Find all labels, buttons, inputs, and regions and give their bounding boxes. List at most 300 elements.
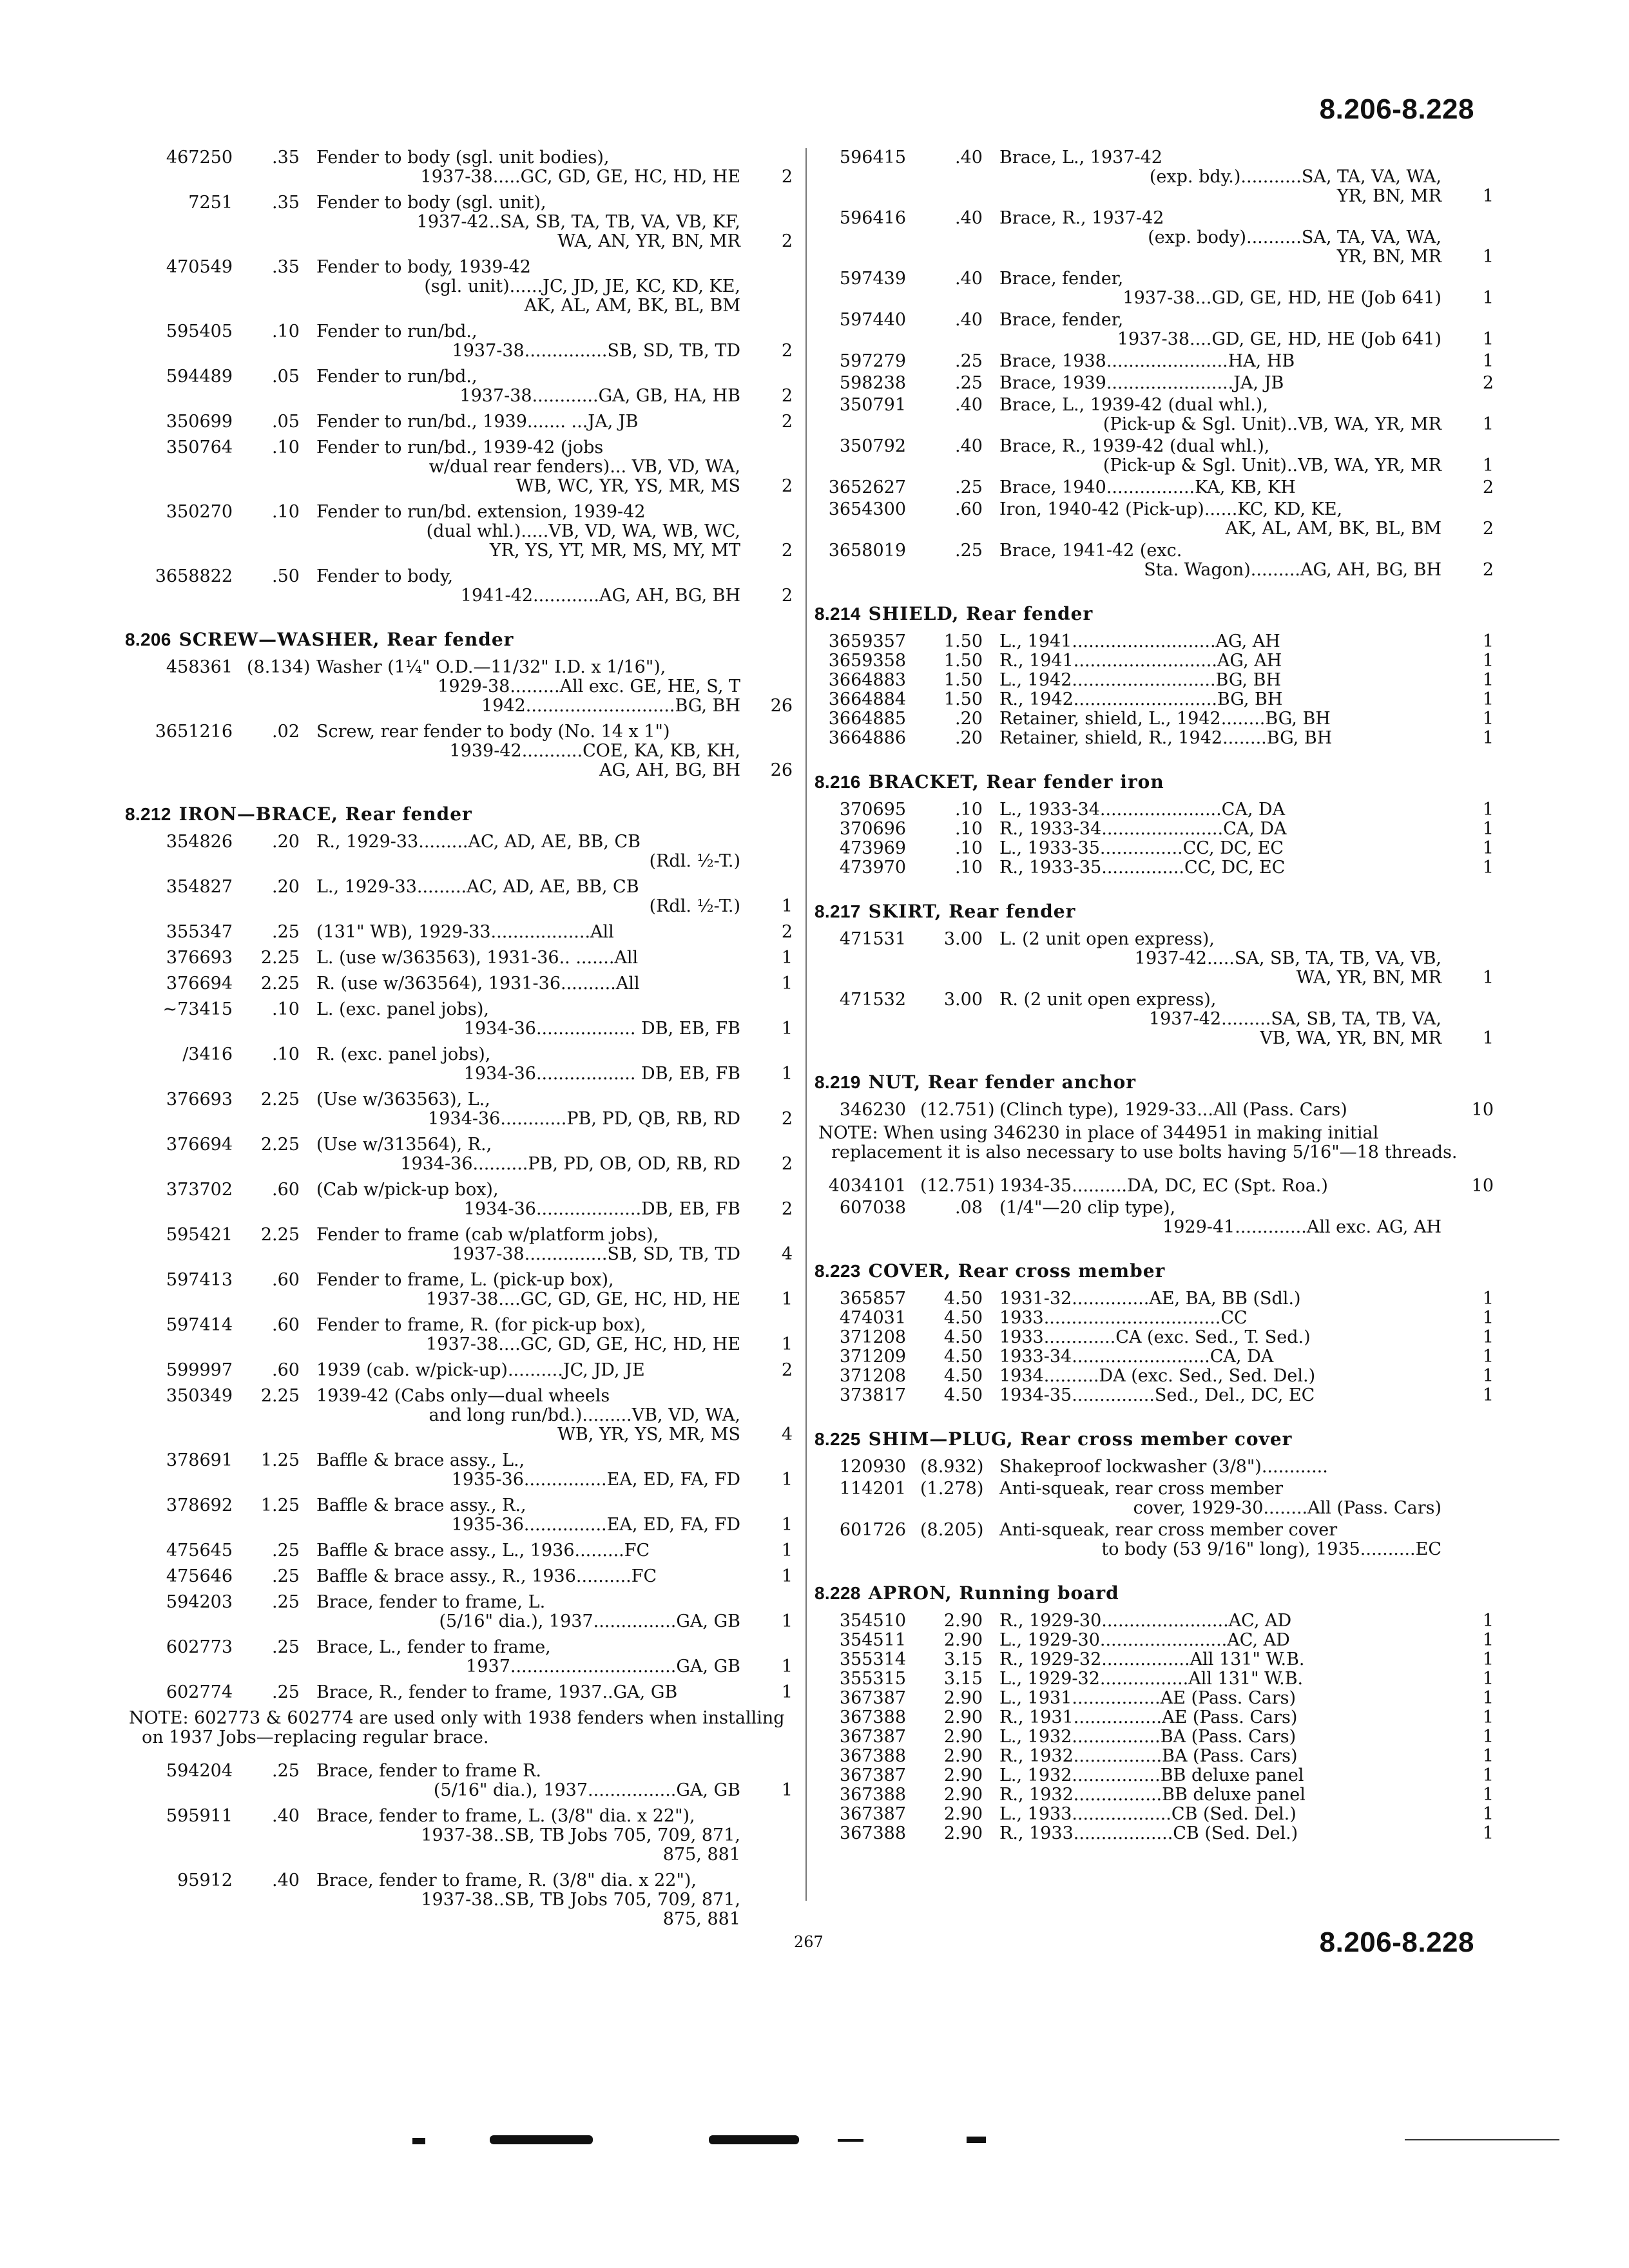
quantity: 1 <box>1482 1785 1494 1805</box>
parts-entry <box>129 438 793 496</box>
quantity: 1 <box>781 1289 793 1309</box>
price: .10 <box>272 322 300 341</box>
quantity: 1 <box>781 1541 793 1561</box>
section-title-8228: 8.228 APRON, Running board <box>815 1582 1119 1604</box>
price: .10 <box>272 502 300 522</box>
description-line: R., 1931................AE (Pass. Cars) <box>999 1707 1298 1727</box>
description <box>999 990 1453 1048</box>
price: 1.50 <box>943 651 983 671</box>
part-number: 4034101 <box>828 1176 906 1196</box>
description-line: Brace, fender to frame, R. (3/8" dia. x 22"), <box>316 1870 697 1890</box>
quantity: 2 <box>781 541 793 561</box>
price: .40 <box>955 208 983 228</box>
quantity: 1 <box>1482 1804 1494 1824</box>
price: 4.50 <box>943 1366 983 1386</box>
description-line: Sta. Wagon).........AG, AH, BG, BH <box>1144 560 1441 580</box>
price: .60 <box>272 1270 300 1290</box>
price: .25 <box>955 373 983 393</box>
part-number: 594204 <box>166 1761 233 1781</box>
description <box>999 1347 1453 1367</box>
description-line: Washer (1¼" O.D.—11/32" I.D. x 1/16"), <box>316 657 666 677</box>
description <box>999 437 1453 476</box>
price: 2.90 <box>943 1707 983 1727</box>
description-line: (Pick-up & Sgl. Unit)..VB, WA, YR, MR <box>1103 456 1441 476</box>
part-number: 595911 <box>166 1806 233 1826</box>
parts-entry <box>129 1496 793 1535</box>
part-number: 367387 <box>839 1727 906 1747</box>
description <box>999 709 1453 729</box>
description-line: 1934-35...............Sed., Del., DC, EC <box>999 1385 1315 1405</box>
description-line: 1933-34.........................CA, DA <box>999 1347 1274 1367</box>
description <box>999 1479 1453 1518</box>
description-line: 1937..............................GA, GB <box>466 1657 740 1677</box>
description-line: VB, WA, YR, BN, MR <box>1260 1028 1441 1048</box>
description-line: L. (2 unit open express), <box>999 929 1215 949</box>
parts-entry <box>129 1638 793 1677</box>
description <box>316 1807 752 1865</box>
quantity: 10 <box>1471 1100 1494 1120</box>
description <box>999 1824 1453 1843</box>
description-line: 1939-42...........COE, KA, KB, KH, <box>449 741 740 761</box>
part-number: 354511 <box>839 1630 906 1650</box>
price: .10 <box>955 819 983 839</box>
description-line: R., 1929-32................All 131" W.B. <box>999 1649 1305 1669</box>
description <box>999 1805 1453 1824</box>
parts-entry <box>129 1683 793 1702</box>
description <box>316 832 752 871</box>
description <box>316 1593 752 1631</box>
price: 4.50 <box>943 1385 983 1405</box>
description-line: (dual whl.).....VB, VD, WA, WB, WC, <box>426 521 740 541</box>
description <box>999 1689 1453 1708</box>
description-line: Fender to body (sgl. unit bodies), <box>316 148 610 168</box>
parts-entry <box>818 1747 1494 1766</box>
description <box>316 1180 752 1219</box>
description-line: L., 1929-30.......................AC, AD <box>999 1630 1290 1650</box>
quantity: 1 <box>1482 1669 1494 1689</box>
quantity: 2 <box>781 167 793 187</box>
description <box>999 1708 1453 1727</box>
part-number: 596415 <box>839 148 906 168</box>
part-number: /3416 <box>182 1044 233 1064</box>
price: 3.00 <box>943 929 983 949</box>
quantity: 2 <box>781 586 793 606</box>
part-number: 376693 <box>166 948 233 968</box>
parts-entry <box>129 503 793 561</box>
part-number: 378692 <box>166 1495 233 1515</box>
part-number: 3654300 <box>828 499 906 519</box>
quantity: 1 <box>1482 1327 1494 1347</box>
parts-entry <box>818 1198 1494 1237</box>
price: .50 <box>272 566 300 586</box>
description-line: WB, YR, YS, MR, MS <box>557 1425 740 1445</box>
parts-entry <box>818 729 1494 748</box>
description-line: L., 1932................BA (Pass. Cars) <box>999 1727 1296 1747</box>
part-number: 3664883 <box>828 670 906 690</box>
parts-entry <box>818 1309 1494 1328</box>
description <box>316 923 752 942</box>
description <box>316 1135 752 1174</box>
parts-entry <box>129 1000 793 1039</box>
quantity: 1 <box>781 1334 793 1354</box>
price: .10 <box>955 800 983 820</box>
price: .20 <box>955 709 983 729</box>
description-line: (Cab w/pick-up box), <box>316 1180 499 1200</box>
description-line: Brace, fender, <box>999 269 1124 289</box>
description <box>316 1361 752 1380</box>
description-line: WA, YR, BN, MR <box>1296 968 1441 988</box>
part-number: 371208 <box>839 1366 906 1386</box>
parts-entry <box>818 1100 1494 1120</box>
parts-entry <box>129 1361 793 1380</box>
price: .05 <box>272 412 300 432</box>
part-number: 471531 <box>839 929 906 949</box>
description-line: 1933.............CA (exc. Sed., T. Sed.) <box>999 1327 1311 1347</box>
part-number: 371208 <box>839 1327 906 1347</box>
quantity: 1 <box>1482 1823 1494 1843</box>
quantity: 1 <box>781 1780 793 1800</box>
quantity: 26 <box>770 696 793 716</box>
price: 4.50 <box>943 1289 983 1309</box>
description <box>999 1100 1453 1120</box>
description <box>316 412 752 432</box>
note-602773: NOTE: 602773 & 602774 are used only with 1938 fenders when installing on 1937 Jobs—replacing regular brace. <box>129 1708 785 1747</box>
description-line: 1937-42.....SA, SB, TA, TB, VA, VB, <box>1134 948 1441 968</box>
description <box>999 1289 1453 1309</box>
price: .35 <box>272 257 300 277</box>
price: .60 <box>272 1360 300 1380</box>
quantity: 1 <box>781 1566 793 1586</box>
quantity: 1 <box>1482 1630 1494 1650</box>
quantity: 1 <box>781 1682 793 1702</box>
description-line: 1934-36...................DB, EB, FB <box>463 1199 740 1219</box>
parts-entry <box>818 541 1494 580</box>
description-line: (Rdl. ½-T.) <box>649 896 740 916</box>
description-line: L. (use w/363563), 1931-36.. .......All <box>316 948 639 968</box>
price: 3.15 <box>943 1649 983 1669</box>
part-number: 376694 <box>166 1135 233 1155</box>
parts-entry <box>129 258 793 316</box>
part-number: 3664886 <box>828 728 906 748</box>
description <box>316 1567 752 1586</box>
page-number: 267 <box>794 1933 824 1951</box>
section-title-8217: 8.217 SKIRT, Rear fender <box>815 901 1076 922</box>
part-number: 120930 <box>839 1457 906 1477</box>
description-line: 1939-42 (Cabs only—dual wheels <box>316 1386 610 1406</box>
part-number: 114201 <box>839 1479 906 1499</box>
part-number: 365857 <box>839 1289 906 1309</box>
quantity: 1 <box>1482 1688 1494 1708</box>
price: 2.90 <box>943 1611 983 1631</box>
part-number: 355315 <box>839 1669 906 1689</box>
description-line: R., 1942..........................BG, BH <box>999 689 1283 709</box>
description-line: R., 1933-35...............CC, DC, EC <box>999 858 1286 878</box>
parts-entry <box>818 1457 1494 1477</box>
section-title-8216: 8.216 BRACKET, Rear fender iron <box>815 771 1164 793</box>
price: .25 <box>272 1566 300 1586</box>
quantity: 1 <box>781 948 793 968</box>
parts-entry <box>818 437 1494 476</box>
parts-entry <box>818 1708 1494 1727</box>
parts-entry <box>129 923 793 942</box>
description-line: Baffle & brace assy., L., 1936.........FC <box>316 1541 650 1561</box>
description <box>999 1727 1453 1747</box>
price: 4.50 <box>943 1347 983 1367</box>
description-line: 1933................................CC <box>999 1308 1248 1328</box>
price: .25 <box>272 1592 300 1612</box>
description <box>999 839 1453 858</box>
description <box>999 1611 1453 1631</box>
description-line: (Clinch type), 1929-33...All (Pass. Cars) <box>999 1100 1347 1120</box>
description <box>999 1766 1453 1785</box>
description-line: (Use w/363563), L., <box>316 1090 490 1110</box>
price: .40 <box>272 1806 300 1826</box>
parts-entry <box>818 1386 1494 1405</box>
parts-entry <box>129 1135 793 1174</box>
description <box>999 396 1453 434</box>
quantity: 2 <box>781 341 793 361</box>
part-number: 473970 <box>839 858 906 878</box>
parts-entry <box>818 209 1494 267</box>
part-number: 599997 <box>166 1360 233 1380</box>
part-number: 597414 <box>166 1315 233 1335</box>
description <box>316 948 752 968</box>
description <box>999 729 1453 748</box>
description-line: R. (2 unit open express), <box>999 990 1217 1010</box>
description <box>999 632 1453 651</box>
parts-entry <box>129 1180 793 1219</box>
parts-entry <box>818 1785 1494 1805</box>
description-line: Fender to frame, R. (for pick-up box), <box>316 1315 646 1335</box>
description-line: R., 1929-33.........AC, AD, AE, BB, CB <box>316 832 641 852</box>
right-column <box>815 148 1494 1843</box>
section-title-8212: 8.212 IRON—BRACE, Rear fender <box>125 803 472 825</box>
description-line: YR, BN, MR <box>1336 186 1441 206</box>
quantity: 1 <box>1482 456 1494 476</box>
description-line: WA, AN, YR, BN, MR <box>557 231 740 251</box>
part-number: 474031 <box>839 1308 906 1328</box>
description-line: (5/16" dia.), 1937...............GA, GB <box>439 1611 740 1631</box>
quantity: 1 <box>1482 728 1494 748</box>
price: .20 <box>955 728 983 748</box>
description-line: 1937-38...GD, GE, HD, HE (Job 641) <box>1123 288 1441 308</box>
price: 2.90 <box>943 1785 983 1805</box>
price: .10 <box>955 858 983 878</box>
left-pre-list <box>129 148 793 606</box>
price: (1.278) <box>920 1479 984 1499</box>
quantity: 1 <box>1482 329 1494 349</box>
quantity: 2 <box>781 922 793 942</box>
price: .40 <box>955 310 983 330</box>
quantity: 1 <box>781 1657 793 1677</box>
part-number: 373702 <box>166 1180 233 1200</box>
price: (12.751) <box>920 1100 995 1120</box>
price: (8.205) <box>920 1520 984 1540</box>
description-line: Fender to frame, L. (pick-up box), <box>316 1270 614 1290</box>
quantity: 1 <box>1482 247 1494 267</box>
part-number: ~73415 <box>162 999 233 1019</box>
quantity: 2 <box>781 1360 793 1380</box>
description-line: Brace, L., 1939-42 (dual whl.), <box>999 395 1268 415</box>
quantity: 1 <box>781 896 793 916</box>
part-number: 596416 <box>839 208 906 228</box>
description-line: 1937-42..SA, SB, TA, TB, VA, VB, KF, <box>416 212 740 232</box>
description-line: Brace, fender to frame, L. <box>316 1592 546 1612</box>
description-line: L., 1932................BB deluxe panel <box>999 1765 1304 1785</box>
price: 2.90 <box>943 1688 983 1708</box>
parts-entry <box>129 1871 793 1929</box>
part-number: 355347 <box>166 922 233 942</box>
note-346230: NOTE: When using 346230 in place of 344951 in making initial replacement it is also necessary to use bolts having 5/16"—18 threads. <box>818 1123 1458 1162</box>
description-line: 1934..........DA (exc. Sed., Sed. Del.) <box>999 1366 1316 1386</box>
part-number: 601726 <box>839 1520 906 1540</box>
description <box>999 1785 1453 1805</box>
parts-entry <box>818 1521 1494 1559</box>
description-line: (131" WB), 1929-33..................All <box>316 922 614 942</box>
price: 1.50 <box>943 689 983 709</box>
description <box>999 800 1453 820</box>
description-line: (Pick-up & Sgl. Unit)..VB, WA, YR, MR <box>1103 414 1441 434</box>
parts-entry <box>818 858 1494 878</box>
price: .10 <box>955 838 983 858</box>
price: 4.50 <box>943 1308 983 1328</box>
description-line: 1929-38.........All exc. GE, HE, S, T <box>438 677 740 697</box>
description-line: 1937-42.........SA, SB, TA, TB, VA, <box>1148 1009 1441 1029</box>
quantity: 1 <box>781 1470 793 1490</box>
part-number: 350792 <box>839 436 906 456</box>
price: 2.90 <box>943 1804 983 1824</box>
parts-entry <box>818 930 1494 988</box>
description <box>316 1871 752 1929</box>
parts-entry <box>129 1271 793 1309</box>
description <box>316 367 752 406</box>
description <box>999 820 1453 839</box>
description-line: Brace, R., fender to frame, 1937..GA, GB <box>316 1682 678 1702</box>
parts-entry <box>129 567 793 606</box>
part-number: 350699 <box>166 412 233 432</box>
part-number: 367388 <box>839 1707 906 1727</box>
parts-entry <box>818 148 1494 206</box>
description-line: Iron, 1940-42 (Pick-up)......KC, KD, KE, <box>999 499 1343 519</box>
quantity: 4 <box>781 1244 793 1264</box>
part-number: 371209 <box>839 1347 906 1367</box>
column-divider <box>805 148 807 1901</box>
quantity: 1 <box>1482 1707 1494 1727</box>
description <box>999 1309 1453 1328</box>
description-line: (5/16" dia.), 1937................GA, GB <box>433 1780 740 1800</box>
description-line: Fender to run/bd., <box>316 322 477 341</box>
quantity: 26 <box>770 760 793 780</box>
description-line: Brace, 1938......................HA, HB <box>999 351 1295 371</box>
description-line: (exp. bdy.)...........SA, TA, VA, WA, <box>1149 167 1441 187</box>
description <box>316 722 752 780</box>
quantity: 1 <box>1482 1746 1494 1766</box>
description-line: 1937-38....GD, GE, HD, HE (Job 641) <box>1117 329 1441 349</box>
parts-entry <box>818 478 1494 497</box>
parts-entry <box>129 722 793 780</box>
price: .25 <box>272 1682 300 1702</box>
parts-entry <box>129 974 793 994</box>
description-line: (sgl. unit)......JC, JD, JE, KC, KD, KE, <box>424 276 740 296</box>
description <box>999 311 1453 349</box>
parts-entry <box>129 1451 793 1490</box>
quantity: 1 <box>1482 968 1494 988</box>
part-number: 602774 <box>166 1682 233 1702</box>
description <box>316 1045 752 1084</box>
price: .10 <box>272 999 300 1019</box>
description <box>316 1387 752 1445</box>
description-line: Baffle & brace assy., R., 1936..........FC <box>316 1566 657 1586</box>
description-line: (Rdl. ½-T.) <box>649 851 740 871</box>
description-line: Fender to frame (cab w/platform jobs), <box>316 1225 659 1245</box>
description-line: Brace, L., fender to frame, <box>316 1637 551 1657</box>
part-number: 367388 <box>839 1746 906 1766</box>
description-line: (exp. body)..........SA, TA, VA, WA, <box>1148 227 1441 247</box>
part-number: 354827 <box>166 877 233 897</box>
parts-entry <box>129 322 793 361</box>
price: 2.25 <box>260 974 300 994</box>
parts-entry <box>818 1611 1494 1631</box>
quantity: 1 <box>1482 414 1494 434</box>
price: 3.15 <box>943 1669 983 1689</box>
description-line: Fender to run/bd., 1939....... ...JA, JB <box>316 412 639 432</box>
parts-entry <box>818 1367 1494 1386</box>
parts-entry <box>818 651 1494 671</box>
description <box>316 193 752 251</box>
quantity: 1 <box>1482 1727 1494 1747</box>
parts-entry <box>818 690 1494 709</box>
price: .60 <box>955 499 983 519</box>
description <box>999 1747 1453 1766</box>
section-8216-list <box>818 800 1494 878</box>
price: 2.90 <box>943 1746 983 1766</box>
description-line: Screw, rear fender to body (No. 14 x 1") <box>316 722 670 742</box>
description <box>999 500 1453 539</box>
quantity: 2 <box>1482 519 1494 539</box>
description-line: L., 1929-33.........AC, AD, AE, BB, CB <box>316 877 639 897</box>
description-line: cover, 1929-30........All (Pass. Cars) <box>1133 1498 1441 1518</box>
quantity: 2 <box>781 1154 793 1174</box>
quantity: 1 <box>781 1019 793 1039</box>
parts-entry <box>818 839 1494 858</box>
parts-entry <box>818 671 1494 690</box>
part-number: 598238 <box>839 373 906 393</box>
description <box>999 478 1453 497</box>
section-8225-list <box>818 1457 1494 1559</box>
parts-entry <box>818 374 1494 393</box>
part-number: 7251 <box>188 193 233 213</box>
description <box>999 1457 1453 1477</box>
description-line: 1937-38............GA, GB, HA, HB <box>459 386 740 406</box>
quantity: 1 <box>1482 1308 1494 1328</box>
description <box>316 1000 752 1039</box>
part-number: 355314 <box>839 1649 906 1669</box>
description <box>999 374 1453 393</box>
description-line: Fender to run/bd., 1939-42 (jobs <box>316 437 604 457</box>
part-number: 594203 <box>166 1592 233 1612</box>
parts-entry <box>129 1593 793 1631</box>
part-number: 376693 <box>166 1090 233 1110</box>
part-number: 367388 <box>839 1823 906 1843</box>
description <box>316 258 752 316</box>
price: .60 <box>272 1180 300 1200</box>
price: 3.00 <box>943 990 983 1010</box>
description <box>999 1367 1453 1386</box>
quantity: 2 <box>1482 477 1494 497</box>
price: .40 <box>272 1870 300 1890</box>
price: (12.751) <box>920 1176 995 1196</box>
price: .35 <box>272 193 300 213</box>
